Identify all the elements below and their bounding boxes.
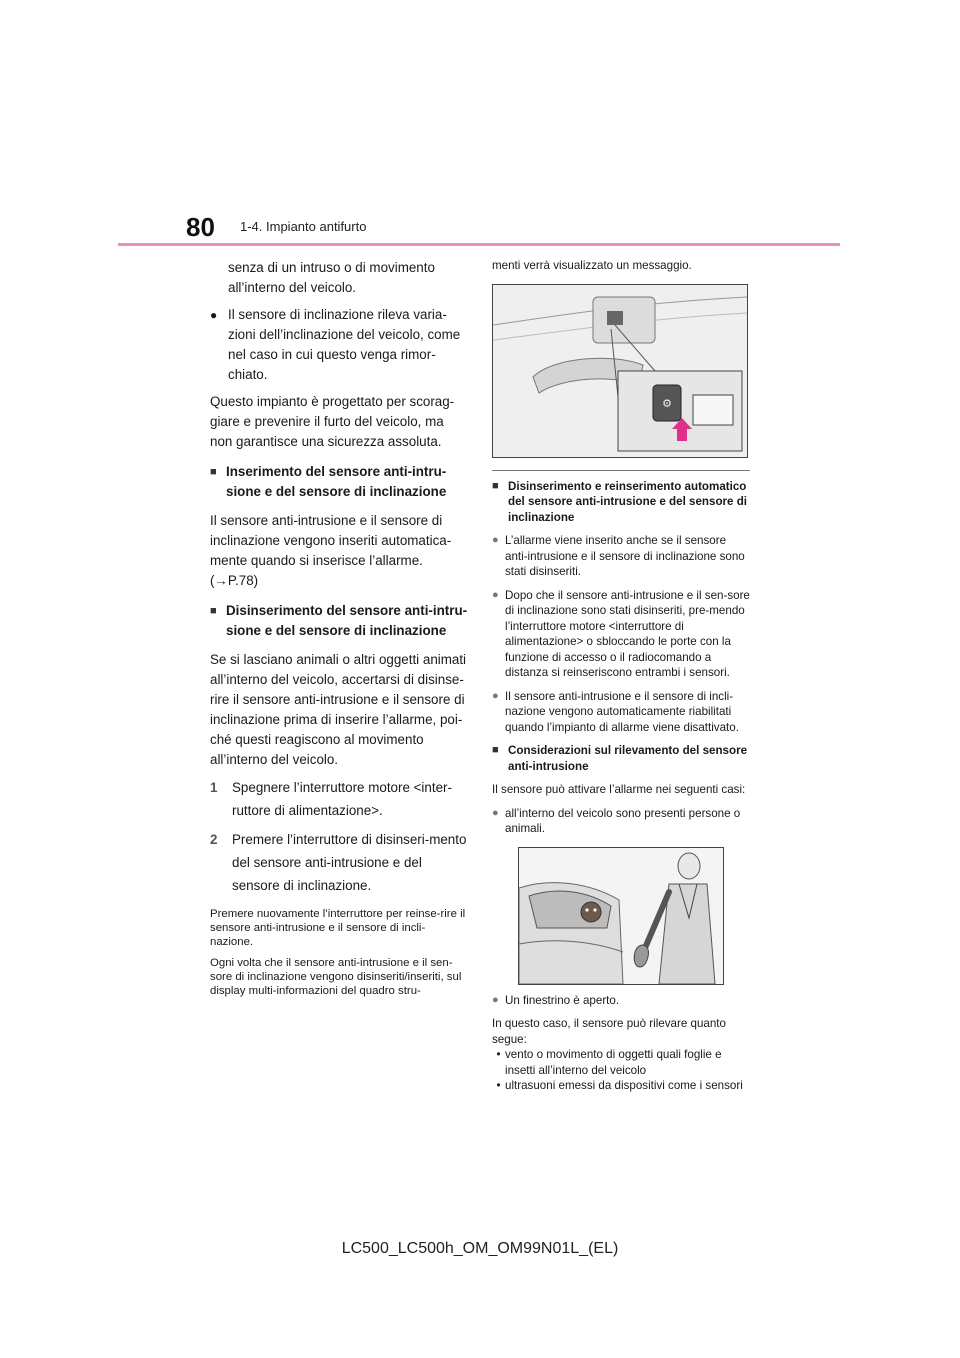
step-1 <box>210 776 468 822</box>
switch-illustration <box>492 284 748 458</box>
right-column <box>492 258 750 1094</box>
paragraph-case: In questo caso, il sensore può rilevare quanto segue: <box>492 1017 726 1046</box>
bullet-persons <box>492 806 750 837</box>
paragraph-purpose: Questo impianto è progettato per scorag-giare e prevenire il furto del veicolo, ma non garantisce una sicurezza assoluta. <box>210 394 455 449</box>
heading-text: Inserimento del sensore anti-intru-sione e del sensore di inclinazione <box>226 464 447 499</box>
bullet-dot-icon: ● <box>492 993 499 1006</box>
paragraph-continuation: menti verrà visualizzato un messaggio. <box>492 259 692 272</box>
car-person-dog-drawing <box>519 848 723 984</box>
footer-doc-code: LC500_LC500h_OM_OM99N01L_(EL) <box>341 1240 619 1257</box>
step-number: 2 <box>210 832 218 847</box>
dash-item-2 <box>492 1078 750 1094</box>
heading-setting <box>210 462 468 502</box>
square-icon: ■ <box>210 605 217 617</box>
svg-text:⚙: ⚙ <box>662 397 672 410</box>
bullet-auto-1 <box>492 533 750 580</box>
bullet-text: Il sensore anti-intrusione e il sensore di incli-nazione vengono automaticamente riabilitati quando l’impianto di allarme viene disattivato. <box>505 689 739 734</box>
paragraph-setting: Il sensore anti-intrusione e il sensore di inclinazione vengono inseriti automatica-mente quando si inserisce l’allarme. <box>210 513 452 568</box>
step-text: Spegnere l’interruttore motore <inter-ruttore di alimentazione>. <box>232 780 452 818</box>
bullet-dot-icon: ● <box>492 689 499 702</box>
bullet-text: L’allarme viene inserito anche se il sensore anti-intrusione e il sensore di inclinazione sono stati disinseriti. <box>505 534 745 578</box>
bullet-auto-3 <box>492 689 750 736</box>
section-title: 1-4. Impianto antifurto <box>240 219 367 234</box>
bullet-window <box>492 993 750 1009</box>
heading-text: Considerazioni sul rilevamento del sensore anti-intrusione <box>508 744 748 773</box>
square-icon: ■ <box>492 479 499 492</box>
note-display: Ogni volta che il sensore anti-intrusione e il sen-sore di inclinazione vengono disinseriti/inseriti, sul display multi-informazioni del quadro stru- <box>210 956 462 998</box>
bullet-text: Il sensore di inclinazione rileva varia-zioni dell’inclinazione del veicolo, come nel caso in cui questo venga rimor-chiato. <box>228 307 461 382</box>
page-number: 80 <box>186 212 215 242</box>
paragraph-cancel: Se si lasciano animali o altri oggetti animati all’interno del veicolo, accertarsi di disinse-rire il sensore anti-intrusione e il sensore di inclinazione prima di inserire l’allarme, poi-ché questi reagiscono al movimento all’interno del veicolo. <box>210 652 467 767</box>
heading-text: Disinserimento del sensore anti-intru-sione e del sensore di inclinazione <box>226 603 468 638</box>
page-reference[interactable]: (→P.78) <box>210 573 259 588</box>
paragraph-detect: Il sensore può attivare l’allarme nei seguenti casi: <box>492 783 746 796</box>
header-rule <box>118 243 840 246</box>
bullet-dot-icon: ● <box>492 806 499 819</box>
paragraph-continuation: senza di un intruso o di movimento all’interno del veicolo. <box>228 260 435 295</box>
note-reset: Premere nuovamente l’interruttore per reinse-rire il sensore anti-intrusione e il sensore di incli-nazione. <box>210 908 466 949</box>
bullet-dot-icon: ● <box>492 588 499 601</box>
bullet-auto-2 <box>492 588 750 681</box>
dash-mark: • <box>496 1048 501 1061</box>
square-icon: ■ <box>210 466 217 478</box>
step-2 <box>210 828 468 897</box>
bullet-text: all’interno del veicolo sono presenti persone o animali. <box>505 806 741 835</box>
square-icon: ■ <box>492 744 499 756</box>
heading-cancel <box>210 601 468 641</box>
bullet-text: Un finestrino è aperto. <box>505 993 620 1007</box>
overhead-console-drawing <box>493 285 747 457</box>
step-number: 1 <box>210 780 218 795</box>
dash-mark: • <box>496 1079 501 1092</box>
heading-auto <box>492 479 750 526</box>
heading-text: Disinserimento e reinserimento automatico del sensore anti-intrusione e del sensore di inclinazione <box>508 479 748 524</box>
dash-text: vento o movimento di oggetti quali foglie e insetti all’interno del veicolo <box>505 1048 722 1077</box>
step-text: Premere l’interruttore di disinseri-mento del sensore anti-intrusione e del sensore di inclinazione. <box>232 832 467 893</box>
left-column <box>210 258 468 998</box>
dash-item-1 <box>492 1047 750 1078</box>
person-dog-illustration <box>518 847 724 985</box>
bullet-tilt <box>210 305 468 385</box>
dash-text: ultrasuoni emessi da dispositivi come i sensori <box>505 1079 743 1092</box>
bullet-dot-icon: ● <box>210 308 218 322</box>
separator <box>492 470 750 471</box>
bullet-text: Dopo che il sensore anti-intrusione e il sen-sore di inclinazione sono stati disinseriti, pre-mendo l’interruttore motore <interruttore di alimentazione> o sbloccando le porte con la funzione di accesso o il radiocomando a distanza si reinseriscono entrambi i sensori. <box>505 588 750 679</box>
bullet-dot-icon: ● <box>492 534 499 546</box>
heading-detect <box>492 743 750 774</box>
